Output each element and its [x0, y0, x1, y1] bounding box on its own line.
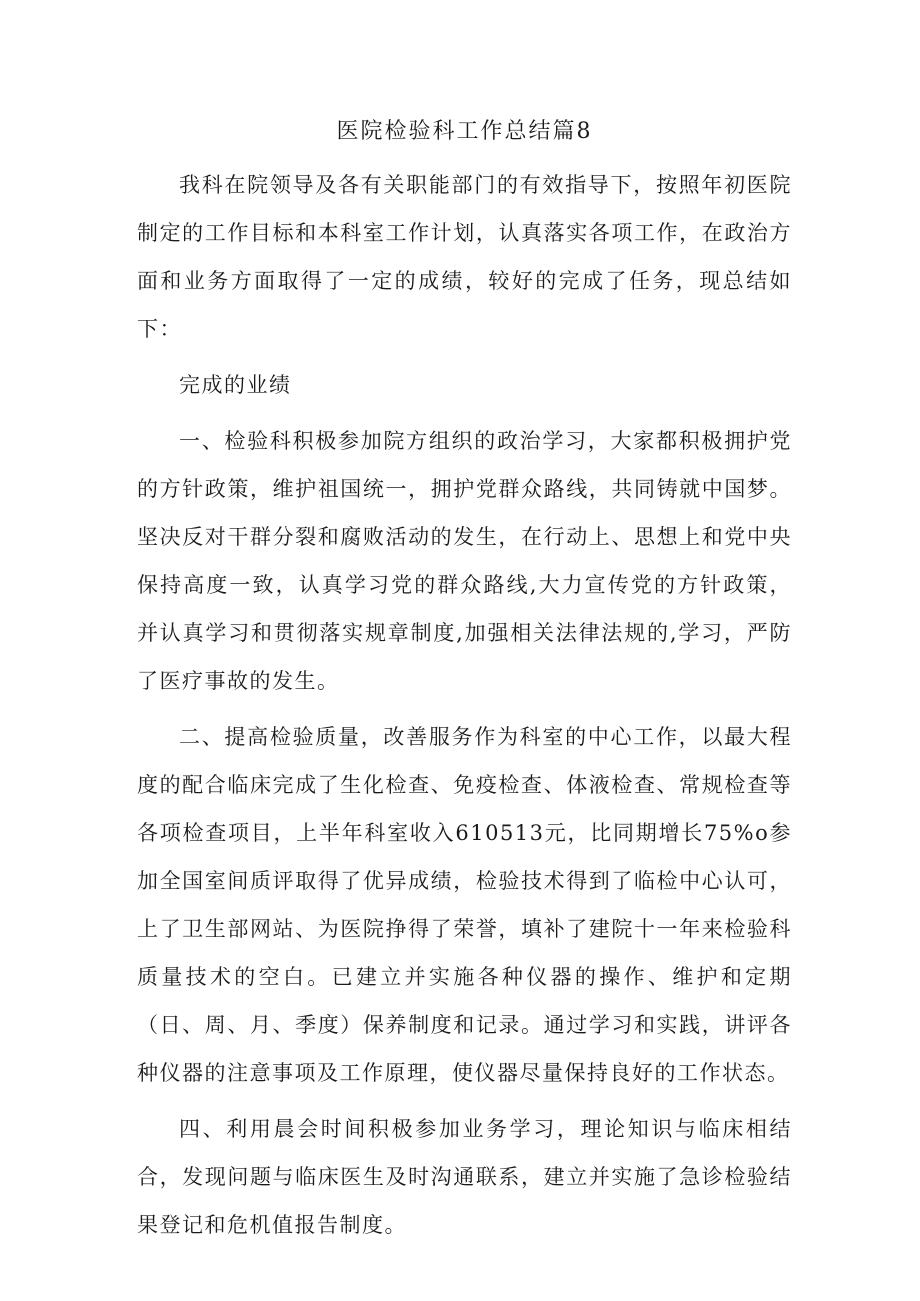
document-title: 医院检验科工作总结篇8: [336, 119, 593, 144]
paragraph-intro: 我科在院领导及各有关职能部门的有效指导下，按照年初医院制定的工作目标和本科室工作计划，认真落实各项工作，在政治方面和业务方面取得了一定的成绩，较好的完成了任务，现总结如下：: [137, 173, 792, 341]
paragraph-morning-study: 四、利用晨会时间积极参加业务学习，理论知识与临床相结合，发现问题与临床医生及时沟通联系，建立并实施了急诊检验结果登记和危机值报告制度。: [137, 1117, 792, 1237]
section-heading-achievements: 完成的业绩: [179, 373, 292, 397]
paragraph-quality-improvement: 二、提高检验质量，改善服务作为科室的中心工作，以最大程度的配合临床完成了生化检查、免疫检查、体液检查、常规检查等各项检查项目，上半年科室收入610513元，比同期增长75%o参加全国室间质评取得了优异成绩，检验技术得到了临检中心认可，上了卫生部网站、为医院挣得了荣誉，填补了建院十一年来检验科质量技术的空白。已建立并实施各种仪器的操作、维护和定期（日、周、月、季度）保养制度和记录。通过学习和实践，讲评各种仪器的注意事项及工作原理，使仪器尽量保持良好的工作状态。: [137, 725, 792, 1085]
paragraph-political-study: 一、检验科积极参加院方组织的政治学习，大家都积极拥护党的方针政策，维护祖国统一，拥护党群众路线，共同铸就中国梦。坚决反对干群分裂和腐败活动的发生，在行动上、思想上和党中央保持高度一致，认真学习党的群众路线,大力宣传党的方针政策，并认真学习和贯彻落实规章制度,加强相关法律法规的,学习，严防了医疗事故的发生。: [137, 429, 792, 693]
